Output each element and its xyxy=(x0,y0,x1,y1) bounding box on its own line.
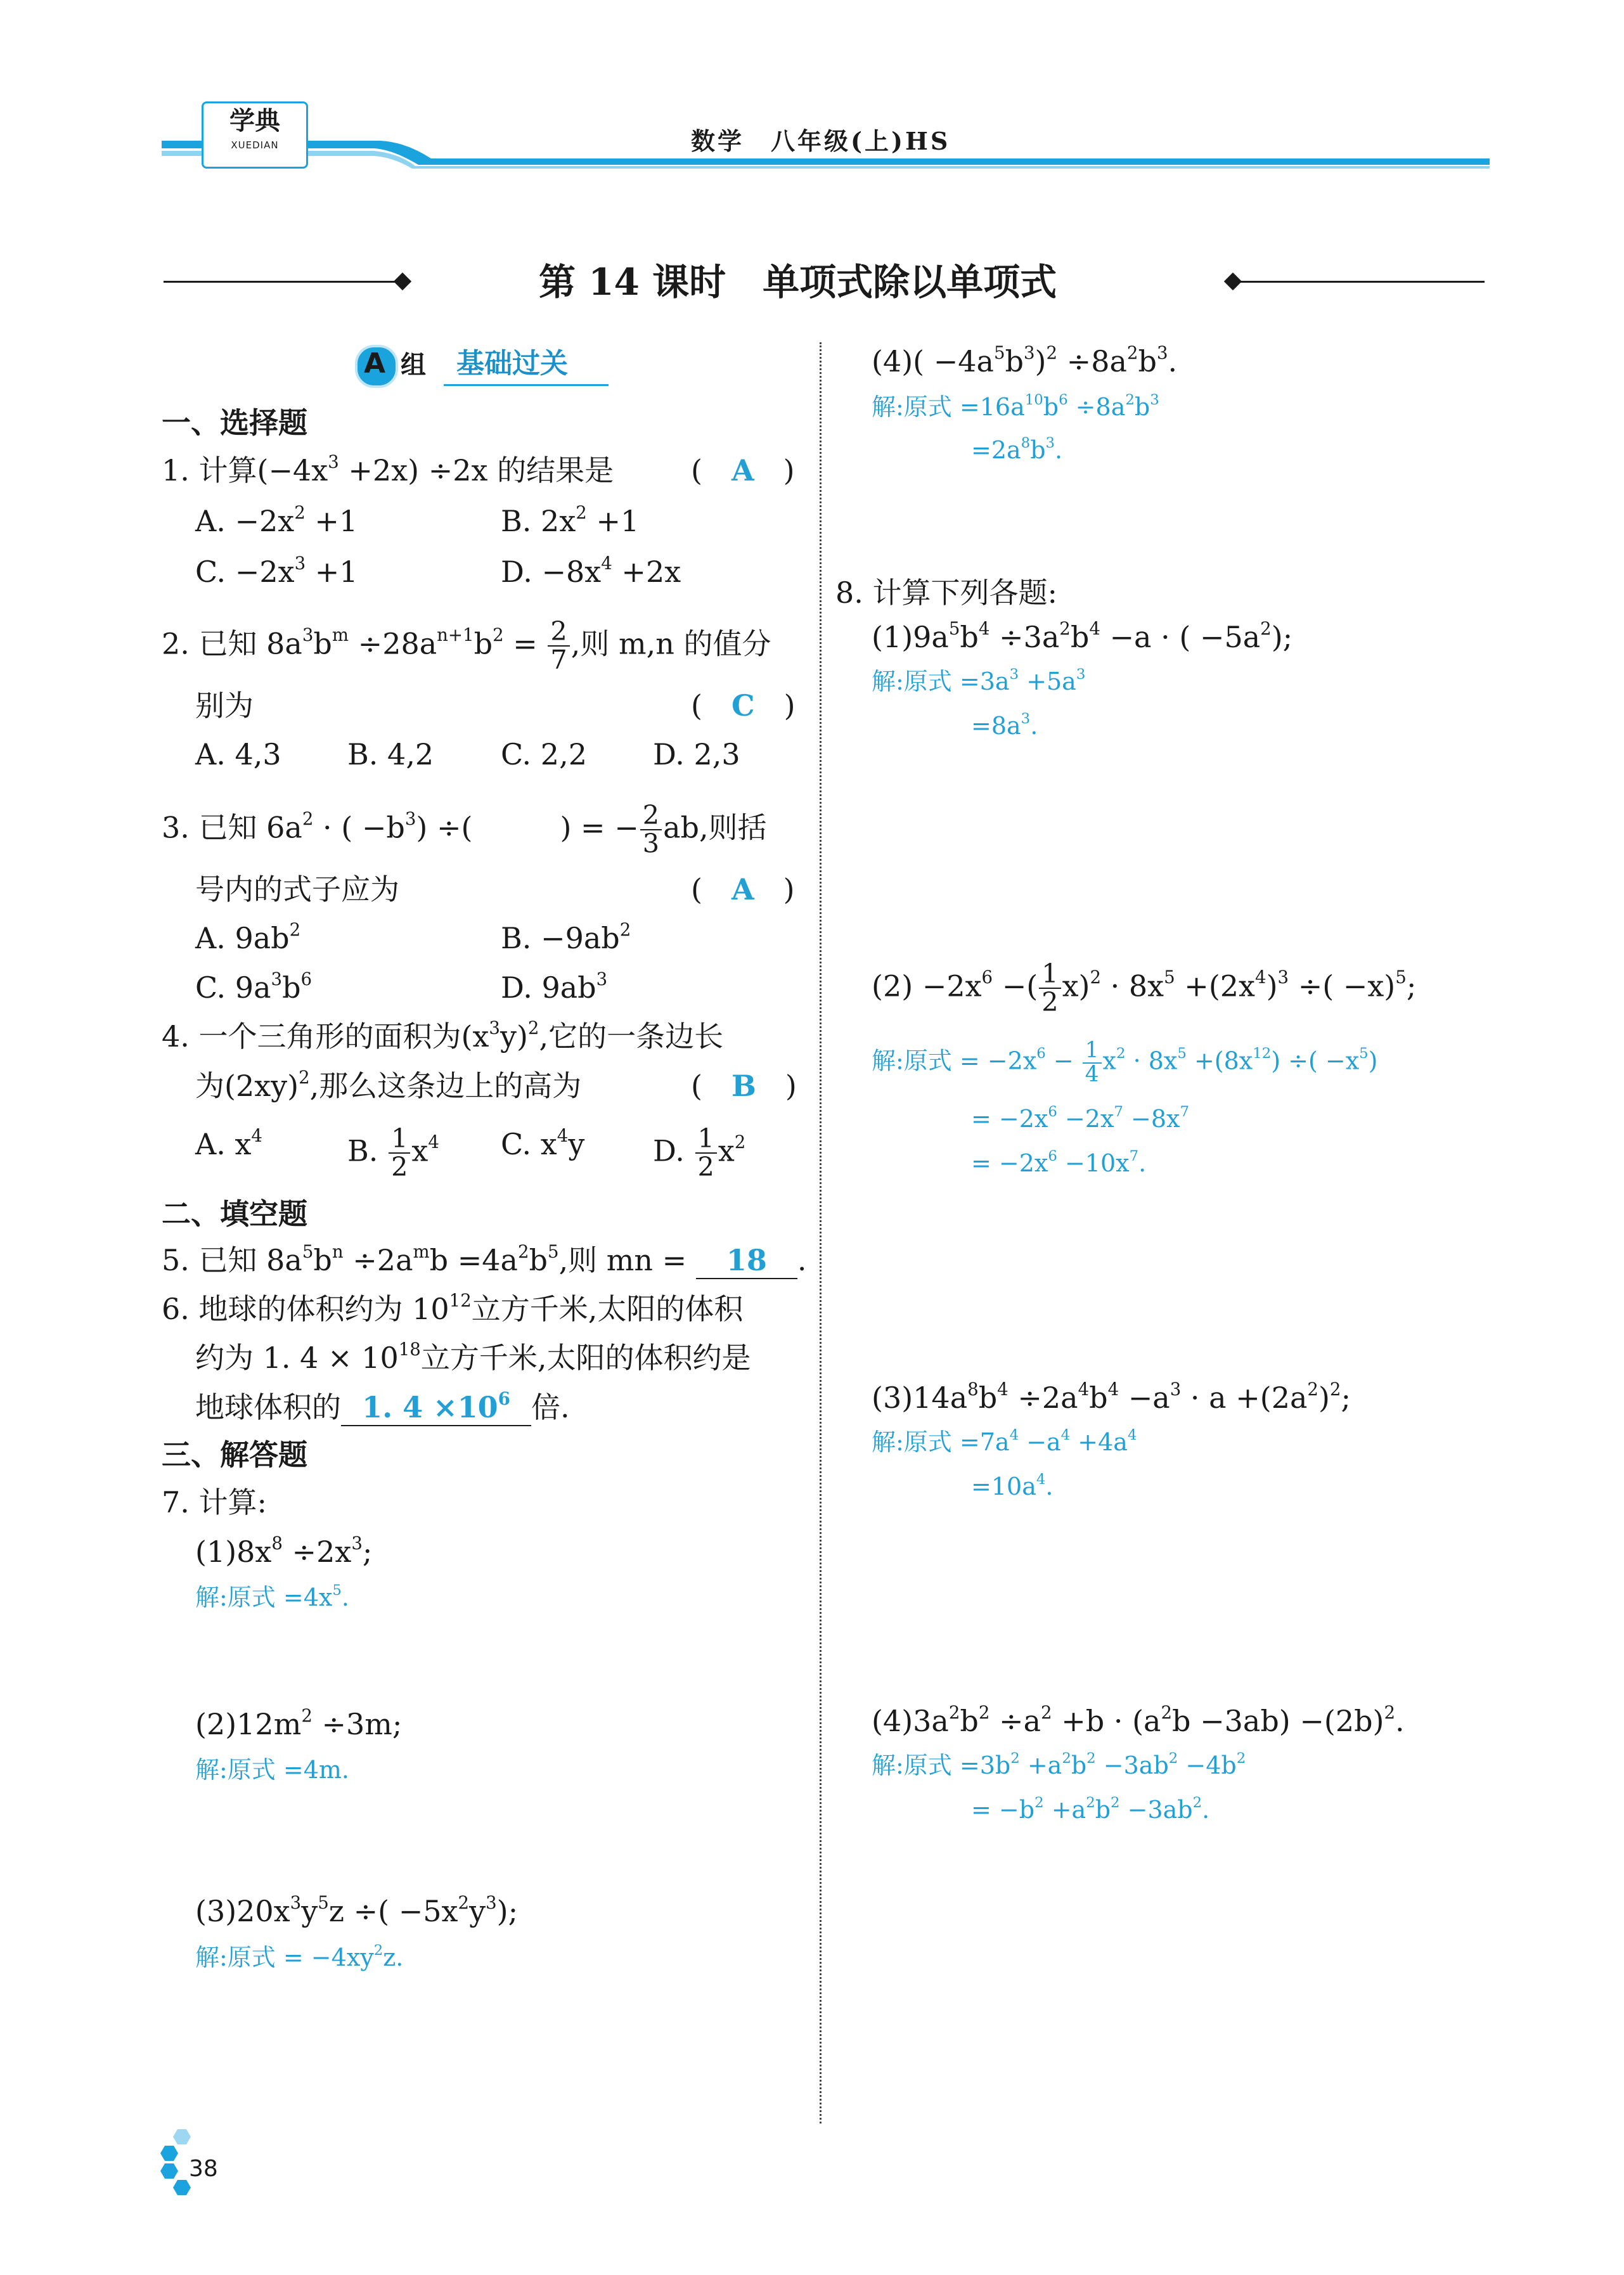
q2-option-d: D. 2,3 xyxy=(653,737,740,771)
lesson-title: 第 14 课时 单项式除以单项式 xyxy=(539,261,1057,304)
q6-line3: 地球体积的 1. $4 \times 10^6$ 倍. xyxy=(195,1388,570,1426)
group-title-underline xyxy=(444,384,609,386)
q4-stem-line2: 为$(2xy)^2$,那么这条边上的高为 xyxy=(195,1066,582,1103)
q4-answer: B xyxy=(731,1069,756,1103)
q8-number: 8. xyxy=(835,576,863,610)
q7-part4-solution-2: $=2a^8b^3$. xyxy=(971,434,1063,464)
q8-part3-solution-2: $=10a^4$. xyxy=(971,1471,1054,1500)
q8-part4: $(4)3a^2b^2 \div a^2 +b \cdot (a^2b -3ab) -(2b)^2$. xyxy=(872,1701,1405,1738)
q2-number: 2. xyxy=(162,626,190,661)
group-badge-word: 组 xyxy=(401,350,426,380)
group-badge-letter: A xyxy=(364,347,386,380)
q3-stem-line2: 号内的式子应为 xyxy=(195,872,399,906)
q2-answer: C xyxy=(731,688,755,723)
q3-option-d: D. $9ab^3$ xyxy=(501,968,608,1005)
group-title: 基础过关 xyxy=(456,347,568,380)
q3-option-b: B. $-9ab^2$ xyxy=(501,918,631,955)
q7-part1-solution: 解:原式 $=4x^5$. xyxy=(195,1582,349,1611)
q7-part4-solution: 解:原式 $=16a^{10}b^6 \div 8a^2b^3$ xyxy=(872,391,1159,421)
logo xyxy=(202,101,308,169)
q4-option-b: B. $\frac{1}{2}$ $x^4$ xyxy=(347,1123,439,1183)
header-subject: 数学 八年级(上)HS xyxy=(691,127,951,155)
q6-answer: 1. $4 \times 10^6$ xyxy=(362,1388,510,1424)
q8-part2: $(2) -2x^6$ −( $\frac{1}{2}$ $x)^2 \cdot 8x^5 +(2x^4)^3$ ÷( −x)$^5$; xyxy=(872,958,1417,1018)
q4-stem-line1: 4. 一个三角形的面积为$(x^3y)^2$,它的一条边长 xyxy=(162,1017,724,1054)
title-rule-left xyxy=(164,281,399,283)
q4-number: 4. xyxy=(162,1019,190,1054)
section-fill: 二、填空题 xyxy=(162,1197,307,1231)
q7-part3: $(3)20x^3y^5z$ ÷( $-5x^2y^3$); xyxy=(195,1892,519,1928)
q2-stem-line1: 2. 已知 $8a^3b^m \div 28a^{n+1}b^2$ = $\frac{2}{7}$ ,则 m,n 的值分 xyxy=(162,616,771,676)
q1-stem: 1. 计算$(-4x^3 +2x) \div 2x$ 的结果是 xyxy=(162,451,614,487)
logo-cn: 学典 xyxy=(229,106,280,136)
q4-option-c: C. $x^4y$ xyxy=(501,1125,585,1161)
q5-stem: 5. 已知 $8a^5b^n \div 2a^mb =4a^2b^5$,则 mn = 18 . xyxy=(162,1241,806,1279)
q7-number: 7. xyxy=(162,1485,190,1519)
q8-part1-solution-2: $=8a^3$. xyxy=(971,710,1038,740)
q8-part3-solution: 解:原式 $=7a^4 -a^4 +4a^4$ xyxy=(872,1426,1137,1456)
q3-answer: A xyxy=(731,872,754,906)
header xyxy=(0,95,1624,171)
q7-part1: $(1)8x^8 \div 2x^3$; xyxy=(195,1532,373,1569)
q3-number: 3. xyxy=(162,810,190,845)
q5-answer: 18 xyxy=(726,1243,767,1277)
q6-line1: 6. 地球的体积约为 $10^{12}$立方千米,太阳的体积 xyxy=(162,1289,744,1326)
diamond-left-icon xyxy=(394,273,411,290)
q1-option-d: D. $-8x^4 +2x$ xyxy=(501,552,681,589)
q8-part4-solution-2: = $-b^2 +a^2b^2 -3ab^2$. xyxy=(971,1794,1210,1824)
q3-fraction: $\frac{2}{3}$ xyxy=(640,802,662,858)
q1-answer: A xyxy=(731,453,754,487)
q7-intro: 7. 计算: xyxy=(162,1485,267,1519)
page-number: 38 xyxy=(189,2156,218,2182)
q2-option-a: A. 4,3 xyxy=(195,737,281,771)
q1-option-b: B. $2x^2 +1$ xyxy=(501,501,640,538)
column-divider xyxy=(820,342,822,2124)
q3-answer-bracket: ( A ) xyxy=(691,872,795,906)
q2-option-c: C. 2,2 xyxy=(501,737,587,771)
q1-option-a: A. $-2x^2 +1$ xyxy=(195,501,358,538)
q5-number: 5. xyxy=(162,1243,190,1277)
logo-en: XUEDIAN xyxy=(231,139,279,151)
q4-option-d: D. $\frac{1}{2}$ $x^2$ xyxy=(653,1123,746,1183)
q3-stem-line1: 3. 已知 $6a^2$ · ( $-b^3$) ÷( ) = − $\frac{2}{3}$ ab,则括 xyxy=(162,800,767,860)
section-choice: 一、选择题 xyxy=(162,406,307,440)
title-rule-right xyxy=(1236,281,1485,283)
q4-answer-bracket: ( B ) xyxy=(691,1069,797,1103)
q1-answer-bracket: ( A ) xyxy=(691,453,795,487)
q8-intro: 8. 计算下列各题: xyxy=(835,576,1058,610)
q8-part3: $(3)14a^8b^4 \div 2a^4b^4 -a^3 \cdot a +(2a^2)^2$; xyxy=(872,1378,1351,1415)
q2-option-b: B. 4,2 xyxy=(347,737,434,771)
q8-part2-solution-3: = $-2x^6 -10x^7$. xyxy=(971,1147,1147,1177)
section-solve: 三、解答题 xyxy=(162,1438,307,1472)
q2-stem-line2: 别为 xyxy=(195,688,254,723)
q6-number: 6. xyxy=(162,1292,190,1326)
q2-fraction: $\frac{2}{7}$ xyxy=(548,618,569,674)
q3-option-a: A. $9ab^2$ xyxy=(195,918,301,955)
q7-part3-solution: 解:原式 = $-4xy^2z$. xyxy=(195,1942,404,1971)
q1-option-c: C. $-2x^3 +1$ xyxy=(195,552,358,589)
q8-part1-solution: 解:原式 $=3a^3 +5a^3$ xyxy=(872,666,1086,695)
q7-part2-solution: 解:原式 =4m. xyxy=(195,1756,350,1784)
q7-part4: $(4)( -4a^5b^3)^2 \div 8a^2b^3$. xyxy=(872,342,1178,378)
q1-number: 1. xyxy=(162,453,190,487)
q8-part2-solution: 解:原式 = $-2x^6$ − $\frac{1}{4}$ $x^2 \cdot 8x^5 +(8x^{12})$ ÷( $-x^5$) xyxy=(872,1038,1378,1087)
q6-line2: 约为 1. $4 \times 10^{18}$立方千米,太阳的体积约是 xyxy=(195,1338,751,1375)
q8-part1: $(1)9a^5b^4 \div 3a^2b^4 -a$ · ( $-5a^2$); xyxy=(872,617,1293,654)
q4-option-a: A. $x^4$ xyxy=(195,1125,262,1161)
q7-part2: $(2)12m^2 \div 3m$; xyxy=(195,1705,403,1741)
q8-part4-solution: 解:原式 $=3b^2 +a^2b^2 -3ab^2 -4b^2$ xyxy=(872,1750,1246,1779)
q3-option-c: C. $9a^3b^6$ xyxy=(195,968,313,1005)
q2-answer-bracket: ( C ) xyxy=(691,688,796,723)
q8-part2-solution-2: = $-2x^6 -2x^7 -8x^7$ xyxy=(971,1103,1189,1133)
